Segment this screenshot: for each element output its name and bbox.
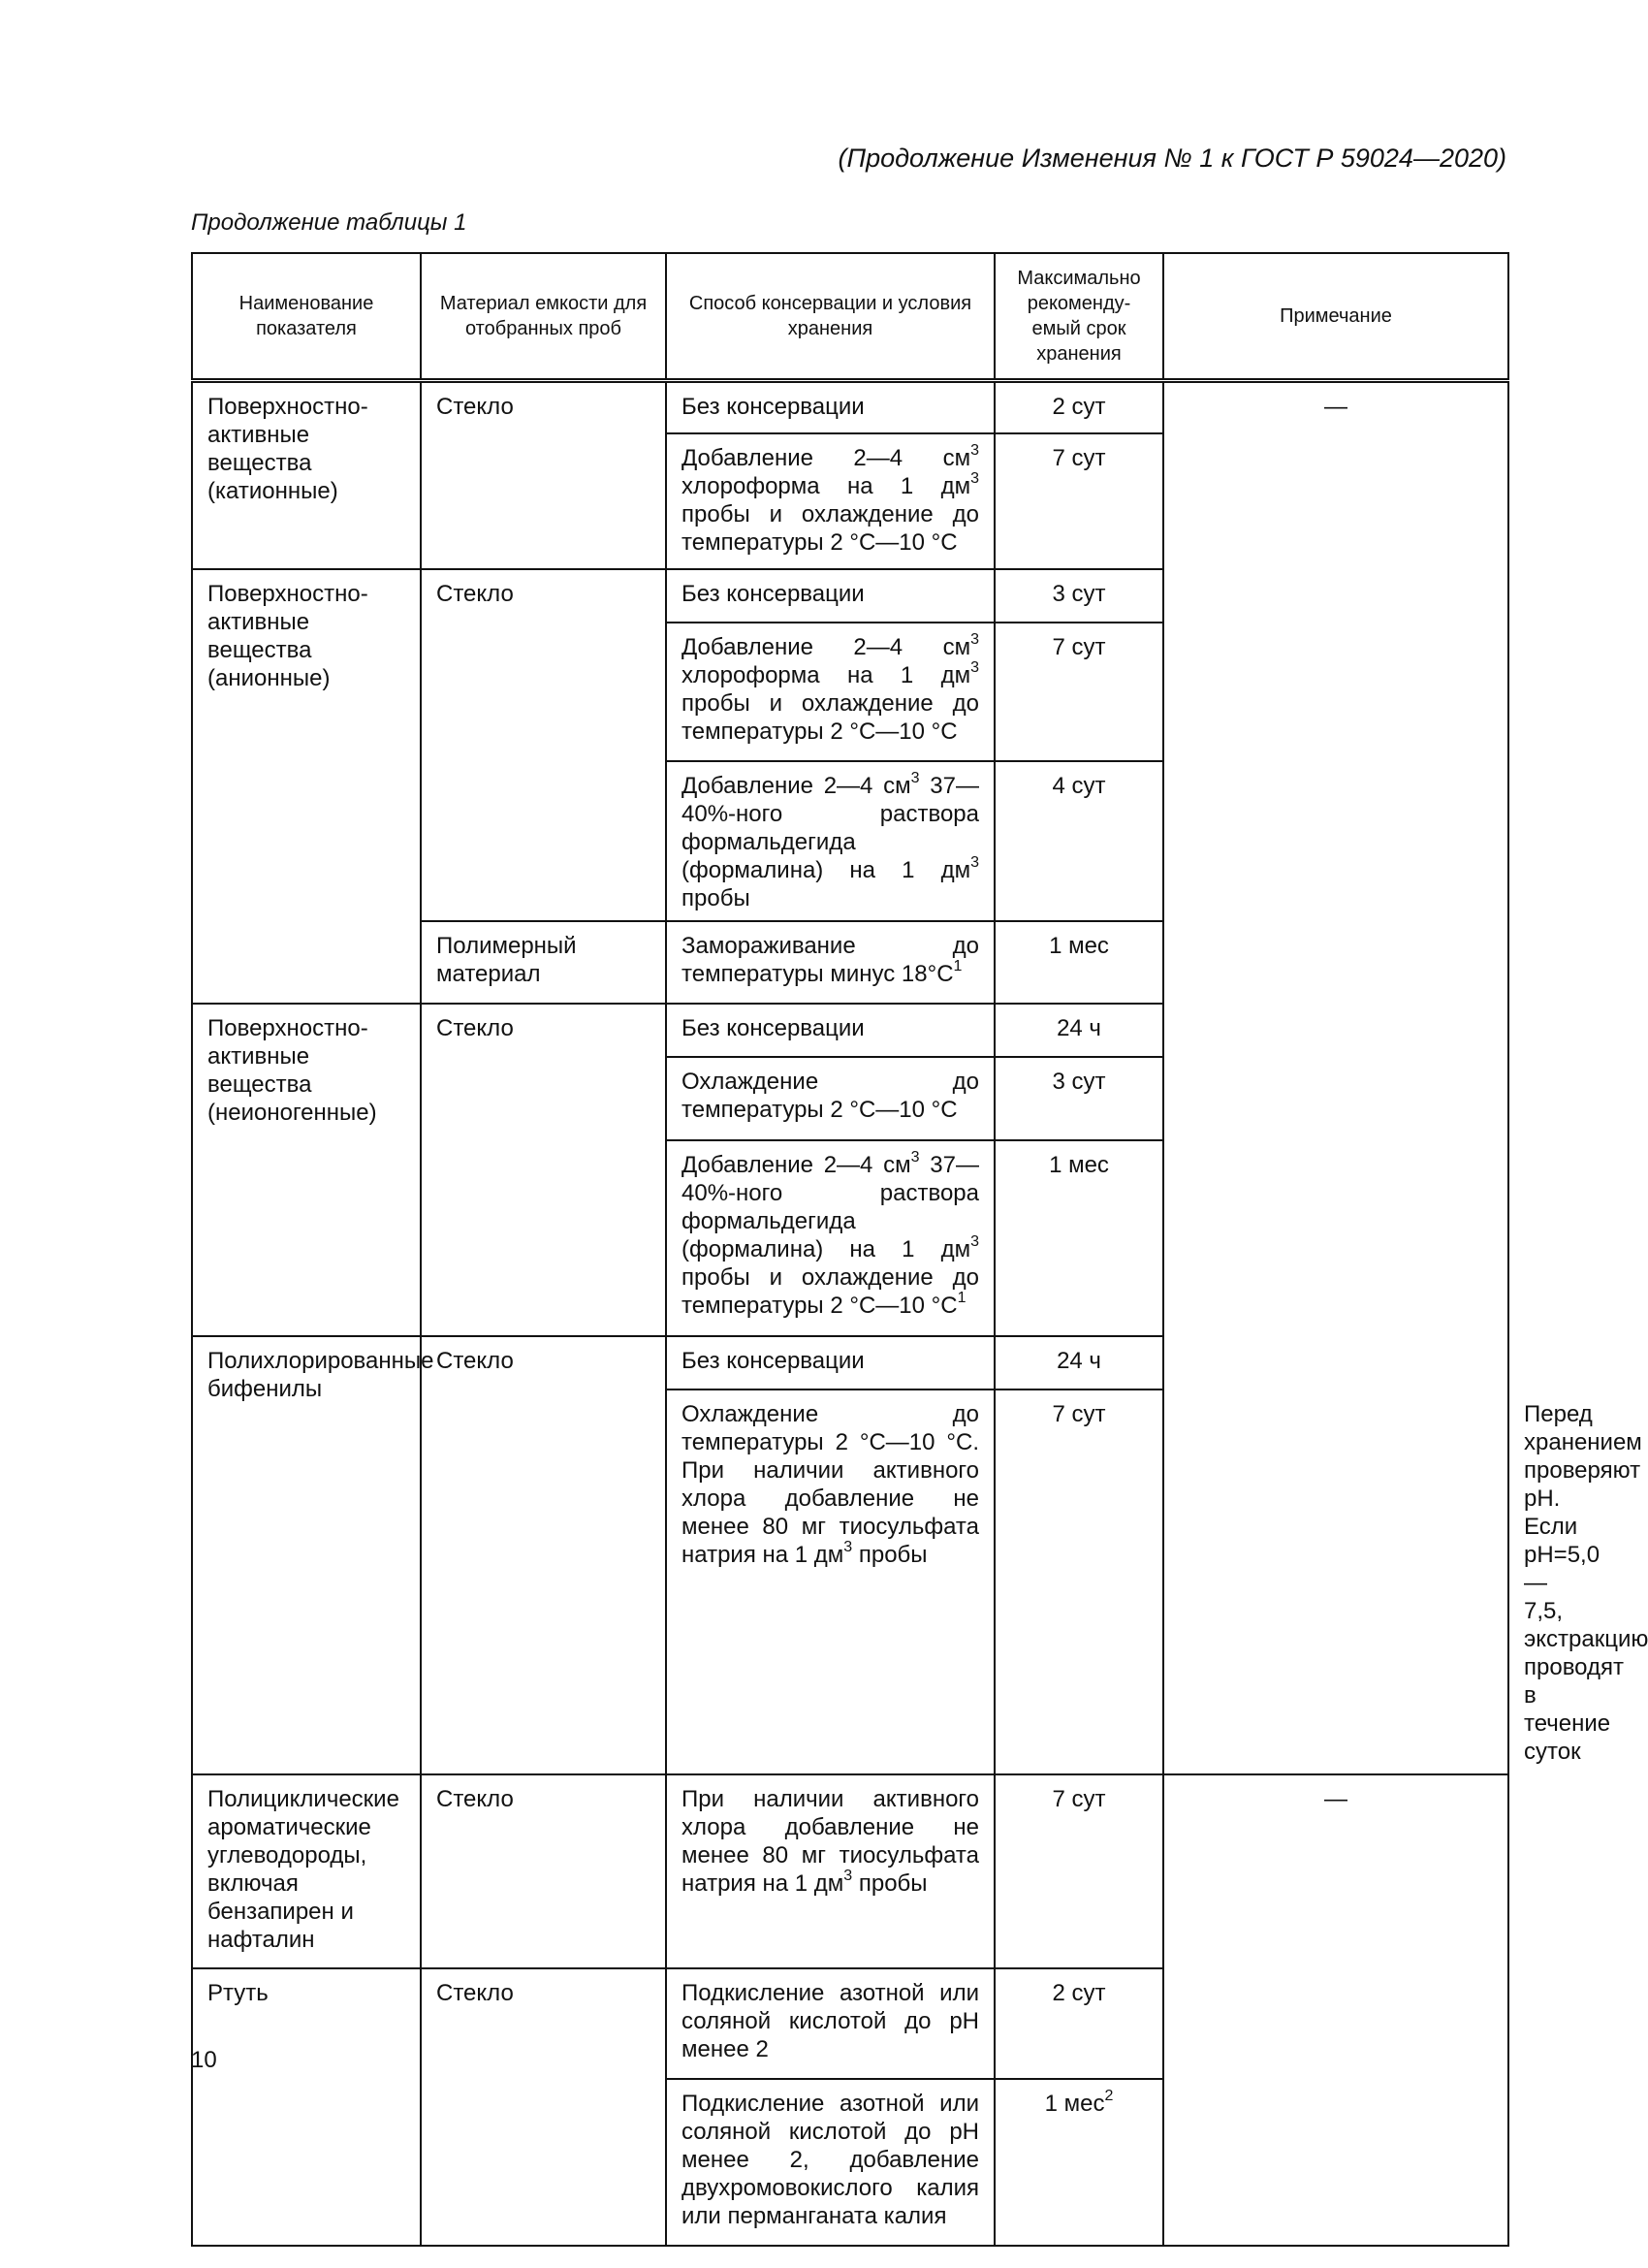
method-cell xyxy=(666,380,995,433)
term-cell: 2 сут xyxy=(995,1968,1163,2079)
method-text: Замораживание до температуры минус 18°С xyxy=(681,933,979,987)
term-cell xyxy=(995,2079,1163,2246)
material-cell: Стекло xyxy=(421,1004,666,1336)
superscript: 1 xyxy=(957,1290,967,1306)
indicator-cell: Поверхностно-активные вещества (неионогенные) xyxy=(192,1004,421,1336)
method-cell xyxy=(666,1968,995,2079)
method-cell xyxy=(666,569,995,623)
method-text: При наличии активного хлора добавление не менее 80 мг тиосульфата натрия на 1 дм xyxy=(681,1786,979,1897)
material-cell: Стекло xyxy=(421,380,666,569)
term-cell: 3 сут xyxy=(995,1057,1163,1140)
method-text: пробы и охлаждение до температуры 2 °C—10 °C xyxy=(681,501,979,556)
method-text: пробы и охлаждение до температуры 2 °C—10 °C xyxy=(681,1264,979,1319)
term-cell: 7 сут xyxy=(995,623,1163,761)
term-cell: 4 сут xyxy=(995,761,1163,921)
material-cell: Стекло xyxy=(421,1968,666,2246)
indicator-cell: Поверхностно-активные вещества (катионные) xyxy=(192,380,421,569)
superscript: 3 xyxy=(970,470,979,487)
header-indicator: Наименование показателя xyxy=(192,253,421,380)
method-cell xyxy=(666,1336,995,1390)
method-cell xyxy=(666,1057,995,1140)
method-text: Добавление 2—4 см xyxy=(681,634,971,660)
method-text: Без консервации xyxy=(681,1348,865,1374)
method-text: 37—40%-ного раствора формальдегида (формалина) на 1 дм xyxy=(681,773,979,883)
term-cell: 3 сут xyxy=(995,569,1163,623)
method-text: Подкисление азотной или соляной кислотой до pH менее 2 xyxy=(681,1980,979,2062)
header-note: Примечание xyxy=(1163,253,1508,380)
term-cell: 1 мес xyxy=(995,1140,1163,1336)
superscript: 3 xyxy=(970,1233,979,1250)
header-material: Материал емкости для отобранных проб xyxy=(421,253,666,380)
table-row xyxy=(192,380,1508,433)
superscript: 3 xyxy=(910,1149,920,1166)
term-cell: 7 сут xyxy=(995,1774,1163,1968)
preservation-table xyxy=(191,252,1648,2247)
method-cell xyxy=(666,1390,995,1774)
method-text: Подкисление азотной или соляной кислотой до pH менее 2, добавление двухромовокислого калия или перманганата калия xyxy=(681,2091,979,2229)
superscript: 1 xyxy=(953,958,963,974)
table-row: Охлаждение до температуры 2 °C—10 °C. При наличии активного хлора добавление не менее 80 мг тиосульфата натрия на 1 $дм^3$ пробы 7 сут Перед хранением проверяют pH. Если pH=5,0—7,5, экстракцию проводят в течение суток xyxy=(192,1390,1508,1774)
indicator-cell: Полициклические ароматические углеводороды, включая бензапирен и нафталин xyxy=(192,1774,421,1968)
header-method: Способ консервации и условия хранения xyxy=(666,253,995,380)
method-text: Добавление 2—4 см xyxy=(681,773,911,799)
term-cell: 24 ч xyxy=(995,1004,1163,1057)
note-cell: — xyxy=(1163,1774,1508,2246)
table-caption: Продолжение таблицы 1 xyxy=(191,209,467,236)
term-cell: 7 сут xyxy=(995,433,1163,569)
table-header-row xyxy=(192,253,1508,380)
superscript: 3 xyxy=(970,442,979,459)
table-row xyxy=(192,1774,1508,1968)
superscript: 3 xyxy=(910,770,920,786)
superscript: 3 xyxy=(970,659,979,676)
method-text: Добавление 2—4 см xyxy=(681,1152,911,1178)
method-text: пробы xyxy=(681,885,750,911)
method-text: Без консервации xyxy=(681,1015,865,1041)
term-cell: 2 сут xyxy=(995,380,1163,433)
superscript: 3 xyxy=(970,854,979,871)
note-cell: — xyxy=(1163,380,1508,1774)
indicator-cell: Полихлорированные бифенилы xyxy=(192,1336,421,1774)
superscript: 3 xyxy=(843,1539,853,1555)
method-text: Без консервации xyxy=(681,393,865,420)
superscript: 3 xyxy=(843,1868,853,1884)
method-text: Охлаждение до температуры 2 °C—10 °C xyxy=(681,1069,979,1123)
superscript: 2 xyxy=(1104,2088,1114,2104)
method-cell xyxy=(666,1140,995,1336)
method-text: Без консервации xyxy=(681,581,865,607)
term-text: 1 мес xyxy=(1044,2091,1105,2117)
method-text: хлороформа на 1 дм xyxy=(681,473,971,499)
method-text: 37—40%-ного раствора формальдегида (формалина) на 1 дм xyxy=(681,1152,979,1262)
header-term: Максимально рекоменду-емый срок хранения xyxy=(995,253,1163,380)
material-cell: Стекло xyxy=(421,1774,666,1968)
superscript: 3 xyxy=(970,631,979,648)
method-cell xyxy=(666,623,995,761)
material-cell: Стекло xyxy=(421,1336,666,1774)
method-text: хлороформа на 1 дм xyxy=(681,662,971,688)
method-text: пробы и охлаждение до температуры 2 °C—10 °C xyxy=(681,690,979,745)
method-text: пробы xyxy=(852,1870,928,1897)
method-text: пробы xyxy=(852,1542,928,1568)
method-cell xyxy=(666,761,995,921)
term-cell: 24 ч xyxy=(995,1336,1163,1390)
method-cell xyxy=(666,2079,995,2246)
term-cell: 1 мес xyxy=(995,921,1163,1004)
indicator-cell: Поверхностно-активные вещества (анионные) xyxy=(192,569,421,1004)
indicator-cell: Ртуть xyxy=(192,1968,421,2246)
method-text: Добавление 2—4 см xyxy=(681,445,971,471)
page-header: (Продолжение Изменения № 1 к ГОСТ Р 59024—2020) xyxy=(838,144,1506,173)
term-cell: 7 сут xyxy=(995,1390,1163,1774)
method-text: Охлаждение до температуры 2 °C—10 °C. При наличии активного хлора добавление не менее 80 мг тиосульфата натрия на 1 дм xyxy=(681,1401,979,1568)
method-cell xyxy=(666,1774,995,1968)
page-number: 10 xyxy=(191,2047,217,2073)
method-cell xyxy=(666,921,995,1004)
material-cell: Полимерный материал xyxy=(421,921,666,1004)
material-cell: Стекло xyxy=(421,569,666,921)
method-cell xyxy=(666,1004,995,1057)
method-cell xyxy=(666,433,995,569)
